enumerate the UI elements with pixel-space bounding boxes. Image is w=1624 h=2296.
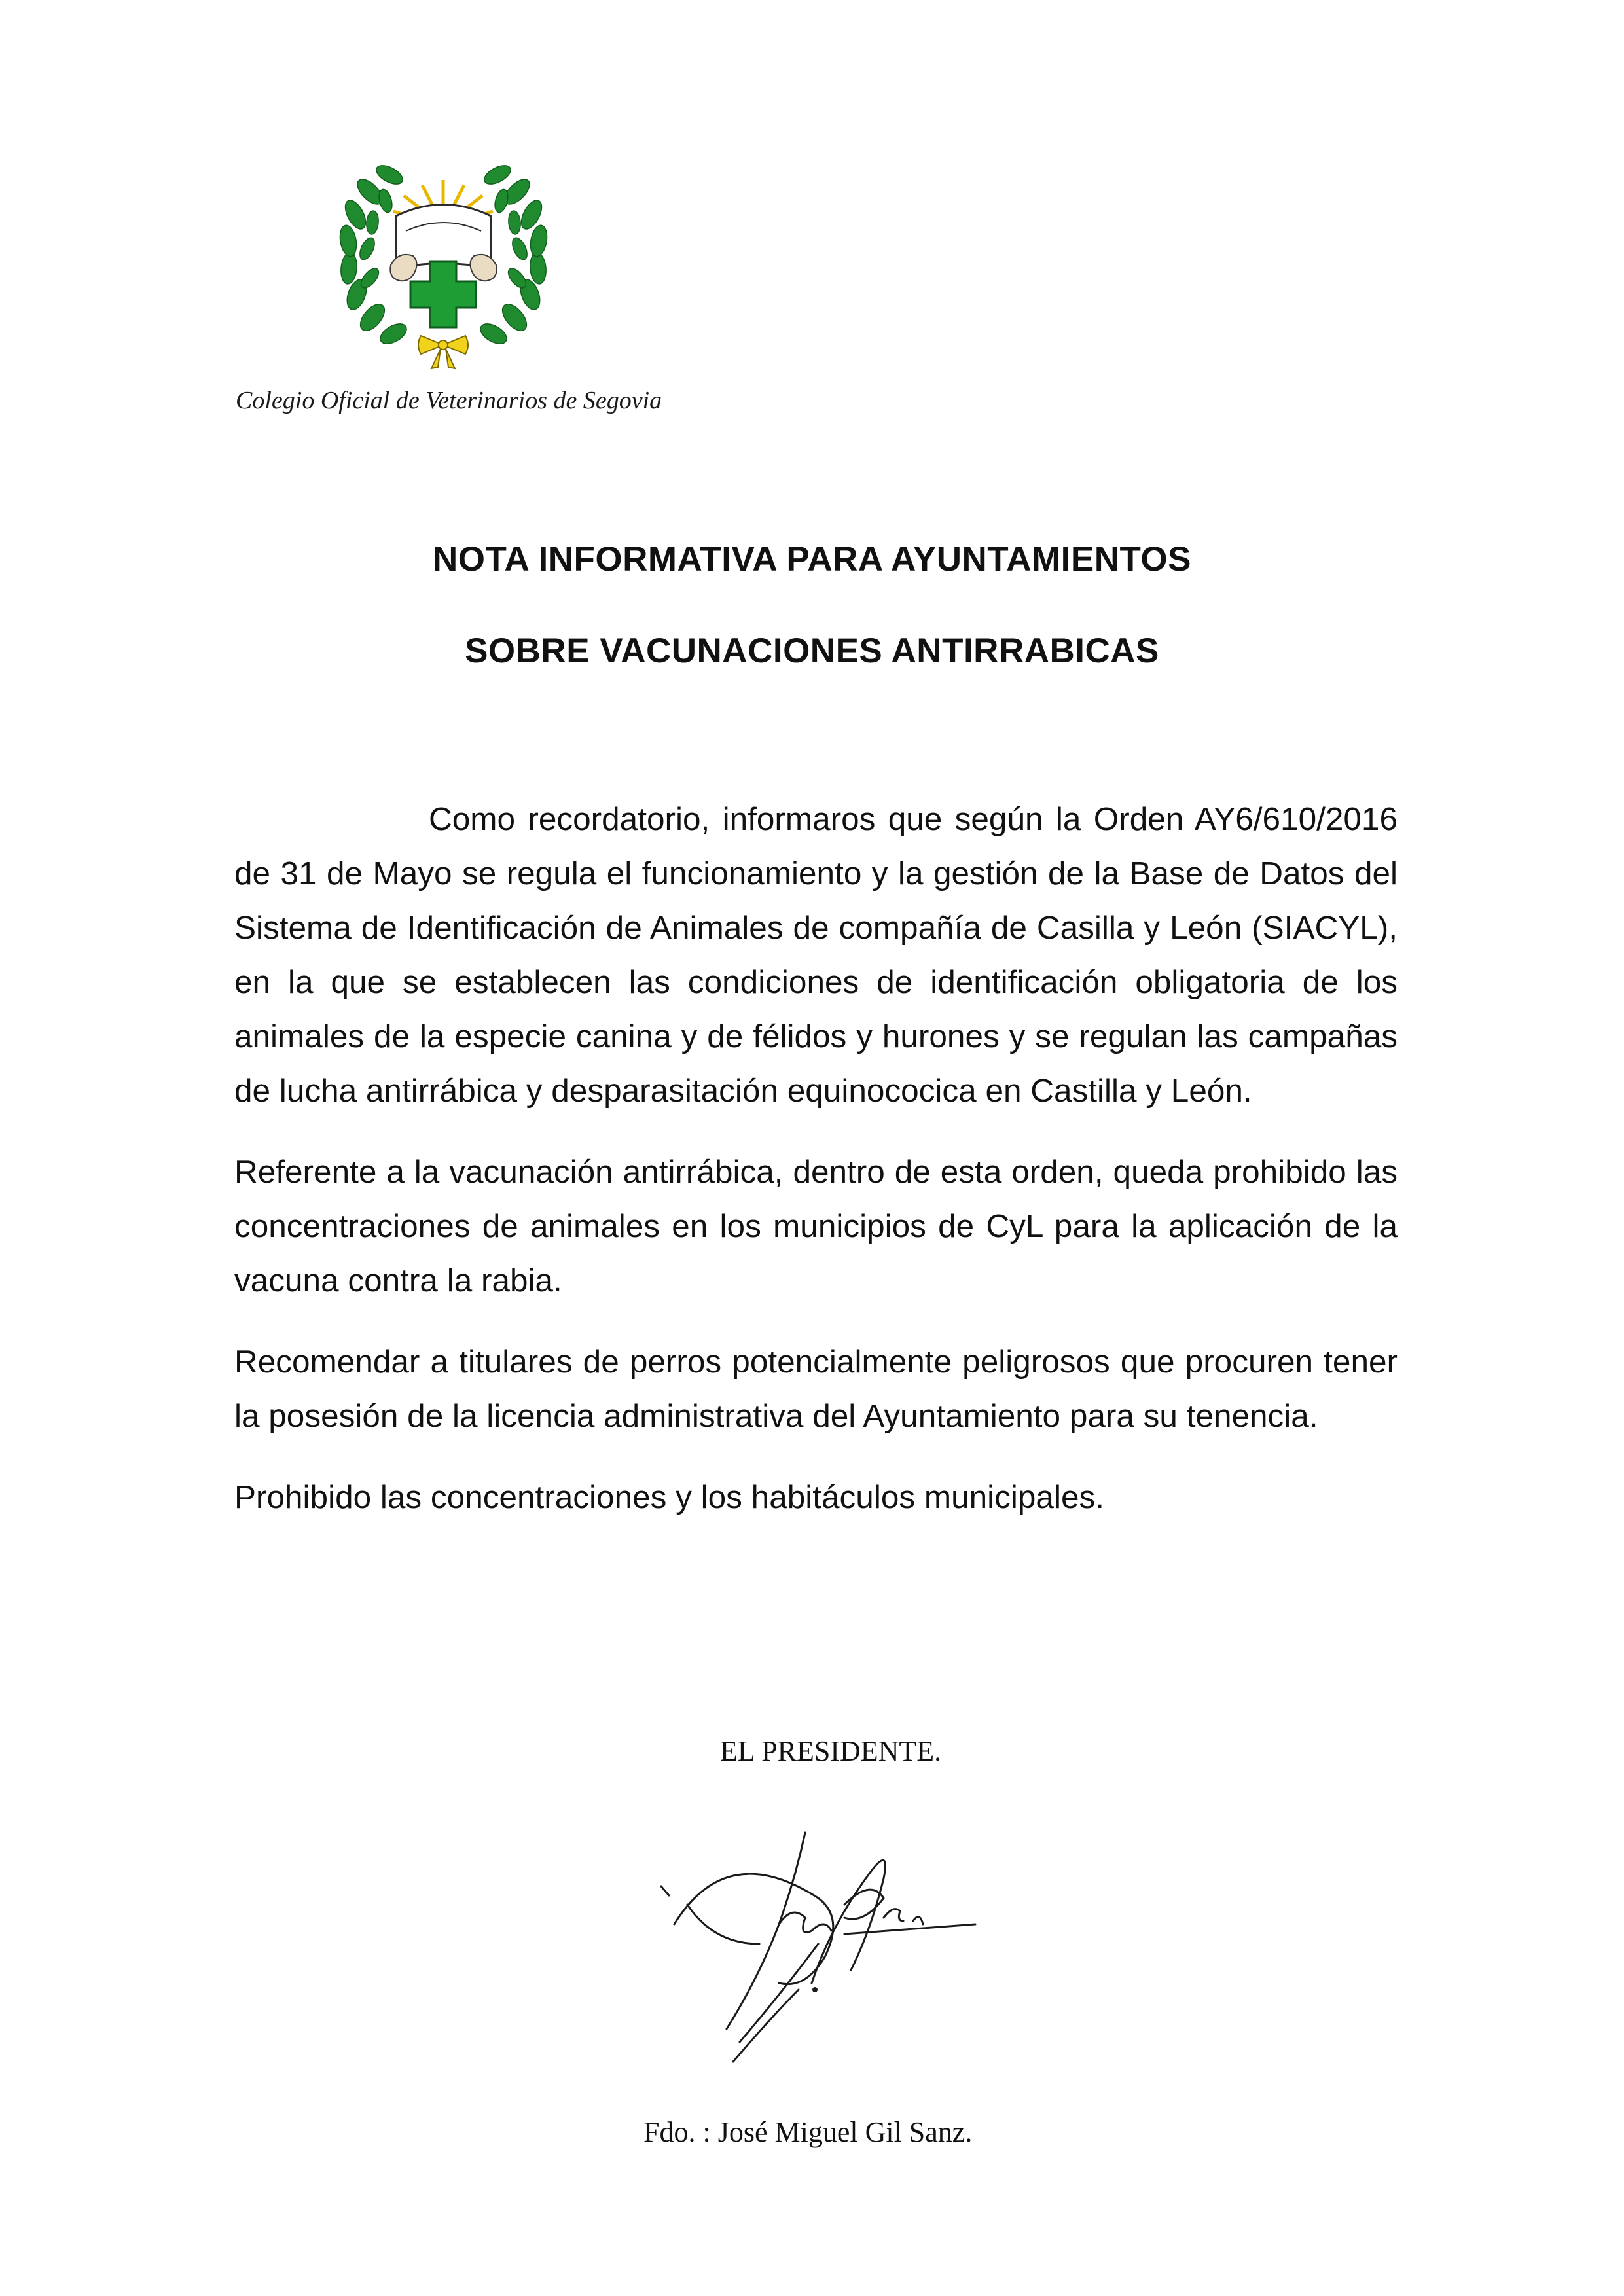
- signed-by: Fdo. : José Miguel Gil Sanz.: [643, 2116, 973, 2148]
- handwritten-signature-icon: [648, 1826, 995, 2075]
- document-body: [234, 792, 1398, 1551]
- document-title-line-2: SOBRE VACUNACIONES ANTIRRABICAS: [465, 632, 1159, 670]
- veterinary-college-crest-icon: [331, 154, 556, 376]
- paragraph-intro: Como recordatorio, informaros que según la Orden AY6/610/2016 de 31 de Mayo se regula el funcionamiento y la gestión de la Base de Datos del Sistema de Identificación de Animales de compañía de Casilla y León (SIACYL), en la que se establecen las condiciones de identificación obligatoria de los animales de la especie canina y de félidos y hurones y se regulan las campañas de lucha antirrábica y desparasitación equinococica en Castilla y León.: [234, 801, 1398, 1109]
- org-name: Colegio Oficial de Veterinarios de Segovia: [236, 387, 662, 414]
- document-title-line-1: NOTA INFORMATIVA PARA AYUNTAMIENTOS: [433, 540, 1191, 579]
- paragraph-prohibition: Prohibido las concentraciones y los habitáculos municipales.: [234, 1479, 1104, 1515]
- signer-role: EL PRESIDENTE.: [720, 1735, 942, 1767]
- paragraph-rabies-vaccination: Referente a la vacunación antirrábica, dentro de esta orden, queda prohibido las concentraciones de animales en los municipios de CyL para la aplicación de la vacuna contra la rabia.: [234, 1154, 1398, 1299]
- paragraph-dangerous-dogs: Recomendar a titulares de perros potencialmente peligrosos que procuren tener la posesión de la licencia administrativa del Ayuntamiento para su tenencia.: [234, 1344, 1398, 1434]
